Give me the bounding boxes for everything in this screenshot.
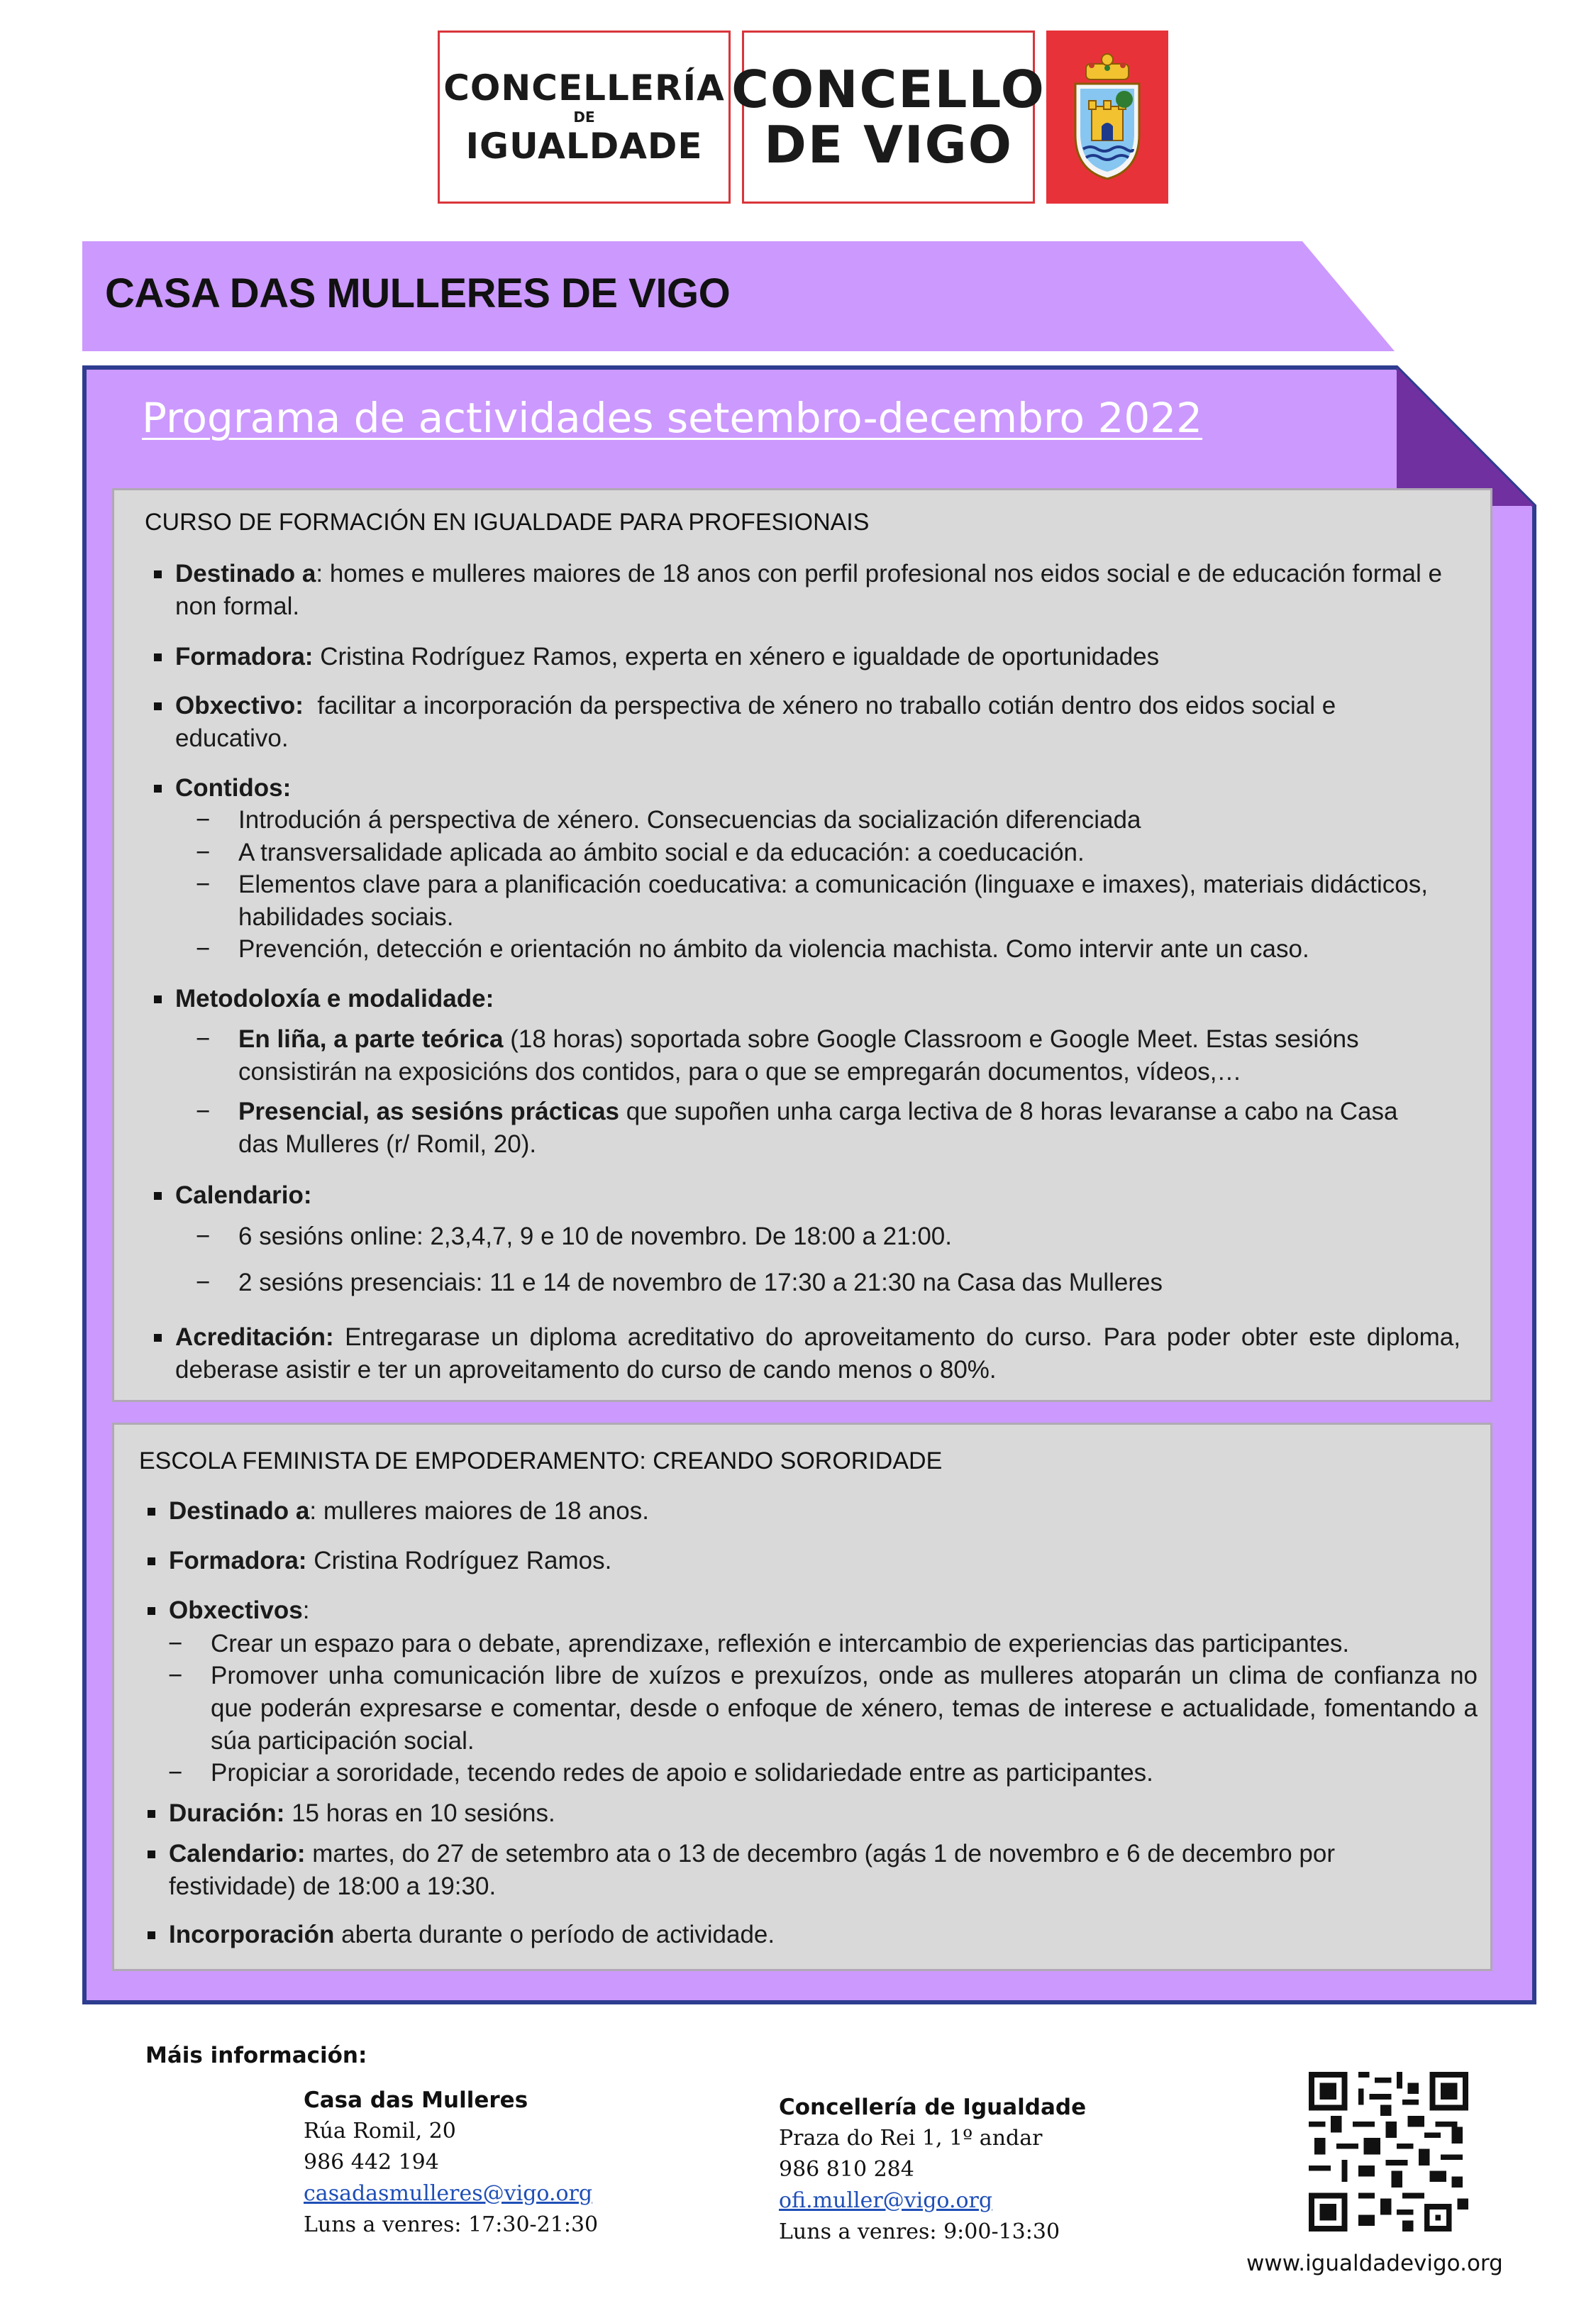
list-item	[175, 772, 1452, 805]
list-item	[169, 1545, 1446, 1577]
contact-hours: Luns a venres: 17:30-21:30	[304, 2212, 599, 2237]
sub-item: − Promover unha comunicación libre de xuízos e prexuízos, onde as mulleres atoparán un clima de confianza no que poderán expresarse e comentar, desde o enfoque de xénero, temas de interese e actualidade, fomentando a súa participación social.	[168, 1662, 1478, 1755]
sub-item: − En liña, a parte teórica (18 horas) soportada sobre Google Classroom e Google Meet. Estas sesións consistirán na exposicións dos contidos, para o que se empregarán documentos, vídeos,…	[196, 1025, 1359, 1086]
logo-line: IGUALDADE	[465, 126, 703, 167]
logo-line: DE VIGO	[764, 115, 1013, 175]
sub-item-text: Propiciar a sororidade, tecendo redes de apoio e solidariedade entre as participantes.	[211, 1759, 1153, 1787]
contact-phone: 986 442 194	[304, 2150, 439, 2175]
section-heading: CURSO DE FORMACIÓN EN IGUALDADE PARA PROFESIONAIS	[145, 509, 870, 536]
item-label: Calendario:	[169, 1840, 306, 1868]
sub-item: − Presencial, as sesións prácticas que supoñen unha carga lectiva de 8 horas levaranse a cabo na Casa das Mulleres (r/ Romil, 20).	[196, 1098, 1398, 1158]
list-item	[175, 1321, 1461, 1386]
qr-code-icon[interactable]	[1309, 2072, 1468, 2231]
list-item	[175, 641, 1452, 673]
item-label: Obxectivos	[169, 1596, 303, 1624]
sub-item-text: Crear un espazo para o debate, aprendizaxe, reflexión e intercambio de experiencias das participantes.	[211, 1630, 1350, 1657]
contact-email-link[interactable]	[779, 2185, 992, 2217]
section-heading: ESCOLA FEMINISTA DE EMPODERAMENTO: CREANDO SORORIDADE	[139, 1447, 943, 1474]
sub-item-label: En liña, a parte teórica	[238, 1025, 504, 1053]
item-text: : homes e mulleres maiores de 18 anos con perfil profesional nos eidos social e de educación formal e non formal.	[175, 560, 1442, 620]
sub-item-text: Prevención, detección e orientación no ámbito da violencia machista. Como intervir ante un caso.	[238, 935, 1309, 963]
sub-item-text: Promover unha comunicación libre de xuízos e prexuízos, onde as mulleres atoparán un clima de confianza no que poderán expresarse e comentar, desde o enfoque de xénero, temas de interese e actualidade, fomentando a súa participación social.	[211, 1662, 1478, 1755]
item-text: facilitar a incorporación da perspectiva de xénero no traballo cotián dentro dos eidos social e educativo.	[175, 692, 1343, 752]
contact-phone: 986 810 284	[779, 2157, 914, 2182]
item-text: Entregarase un diploma acreditativo do aproveitamento do curso. Para poder obter este diploma, deberase asistir e ter un aproveitamento do curso de cando menos o 80%.	[175, 1323, 1461, 1384]
item-text: Cristina Rodríguez Ramos, experta en xénero e igualdade de oportunidades	[313, 643, 1160, 671]
sub-item-text: A transversalidade aplicada ao ámbito social e da educación: a coeducación.	[238, 839, 1085, 866]
list-item	[169, 1797, 1446, 1830]
more-info-heading: Máis información:	[145, 2043, 367, 2068]
item-label: Contidos:	[175, 774, 292, 802]
sub-item: − Elementos clave para a planificación coeducativa: a comunicación (linguaxe e imaxes), materiais didácticos, habilidades sociais.	[196, 871, 1428, 931]
contact-name: Casa das Mulleres	[304, 2087, 528, 2113]
item-label: Obxectivo:	[175, 692, 304, 719]
logo-line: DE	[573, 109, 595, 126]
sub-item: − Introdución á perspectiva de xénero. Consecuencias da socialización diferenciada	[196, 806, 1141, 834]
website-link[interactable]: www.igualdadevigo.org	[1246, 2251, 1503, 2276]
item-label: Destinado a	[169, 1497, 310, 1525]
item-label: Acreditación:	[175, 1323, 334, 1351]
item-label: Incorporación	[169, 1921, 335, 1948]
list-item	[175, 1179, 1452, 1212]
sub-item: − A transversalidade aplicada ao ámbito social e da educación: a coeducación.	[196, 839, 1085, 866]
item-label: Formadora:	[169, 1547, 307, 1574]
email-link-text[interactable]: ofi.muller@vigo.org	[779, 2188, 993, 2213]
list-item	[169, 1495, 1446, 1528]
item-text: 15 horas en 10 sesións.	[284, 1799, 555, 1827]
contact-hours: Luns a venres: 9:00-13:30	[779, 2219, 1060, 2244]
list-item	[169, 1838, 1454, 1903]
concello-de-vigo-logo	[731, 31, 1046, 204]
list-item	[175, 983, 1452, 1015]
email-link-text[interactable]: casadasmulleres@vigo.org	[304, 2181, 593, 2206]
sub-item-text: Elementos clave para a planificación coeducativa: a comunicación (linguaxe e imaxes), materiais didácticos, habilidades sociais.	[238, 871, 1428, 931]
list-item	[175, 690, 1452, 755]
concelleria-igualdade-logo	[438, 31, 731, 204]
program-title: Programa de actividades setembro-decembro 2022	[142, 394, 1203, 442]
sub-item: − Crear un espazo para o debate, aprendizaxe, reflexión e intercambio de experiencias das participantes.	[168, 1630, 1350, 1657]
page-title: CASA DAS MULLERES DE VIGO	[105, 270, 731, 316]
contact-email-link[interactable]	[304, 2178, 592, 2210]
contact-name: Concellería de Igualdade	[779, 2095, 1087, 2120]
logo-line: CONCELLERÍA	[443, 67, 725, 109]
contact-address: Rúa Romil, 20	[304, 2119, 456, 2144]
item-label: Metodoloxía e modalidade:	[175, 985, 494, 1013]
sub-item-label: Presencial, as sesións prácticas	[238, 1098, 619, 1125]
list-item	[169, 1594, 1446, 1627]
item-label: Destinado a	[175, 560, 316, 587]
item-text: martes, do 27 de setembro ata o 13 de decembro (agás 1 de novembro e 6 de decembro por festividade) de 18:00 a 19:30.	[169, 1840, 1335, 1900]
item-text: aberta durante o período de actividade.	[334, 1921, 775, 1948]
item-label: Calendario:	[175, 1181, 312, 1209]
contact-address: Praza do Rei 1, 1º andar	[779, 2126, 1043, 2151]
sub-item: − 6 sesións online: 2,3,4,7, 9 e 10 de novembro. De 18:00 a 21:00.	[196, 1223, 952, 1250]
sub-item: − Propiciar a sororidade, tecendo redes de apoio e solidariedade entre as participantes.	[168, 1759, 1153, 1787]
sub-item-text: 6 sesións online: 2,3,4,7, 9 e 10 de novembro. De 18:00 a 21:00.	[238, 1223, 952, 1250]
item-label: Duración:	[169, 1799, 285, 1827]
item-text: : mulleres maiores de 18 anos.	[309, 1497, 649, 1525]
sub-item-text: que supoñen unha carga lectiva de 8 horas levaranse a cabo na Casa das Mulleres (r/ Romil, 20).	[238, 1098, 1398, 1158]
list-item	[169, 1919, 1446, 1951]
sub-item: − 2 sesións presenciais: 11 e 14 de novembro de 17:30 a 21:30 na Casa das Mulleres	[196, 1269, 1163, 1296]
item-label: Formadora:	[175, 643, 314, 671]
sub-item-text: (18 horas) soportada sobre Google Classroom e Google Meet. Estas sesións consistirán na exposicións dos contidos, para o que se empregarán documentos, vídeos,…	[238, 1025, 1359, 1086]
logo-line: CONCELLO	[731, 60, 1046, 119]
sub-item-text: Introdución á perspectiva de xénero. Consecuencias da socialización diferenciada	[238, 806, 1141, 834]
item-text: Cristina Rodríguez Ramos.	[306, 1547, 612, 1574]
item-text: :	[302, 1596, 310, 1624]
sub-item-text: 2 sesións presenciais: 11 e 14 de novembro de 17:30 a 21:30 na Casa das Mulleres	[238, 1269, 1163, 1296]
list-item	[175, 558, 1452, 623]
coat-of-arms-icon	[1046, 31, 1168, 204]
sub-item: − Prevención, detección e orientación no ámbito da violencia machista. Como intervir ante un caso.	[196, 935, 1309, 963]
